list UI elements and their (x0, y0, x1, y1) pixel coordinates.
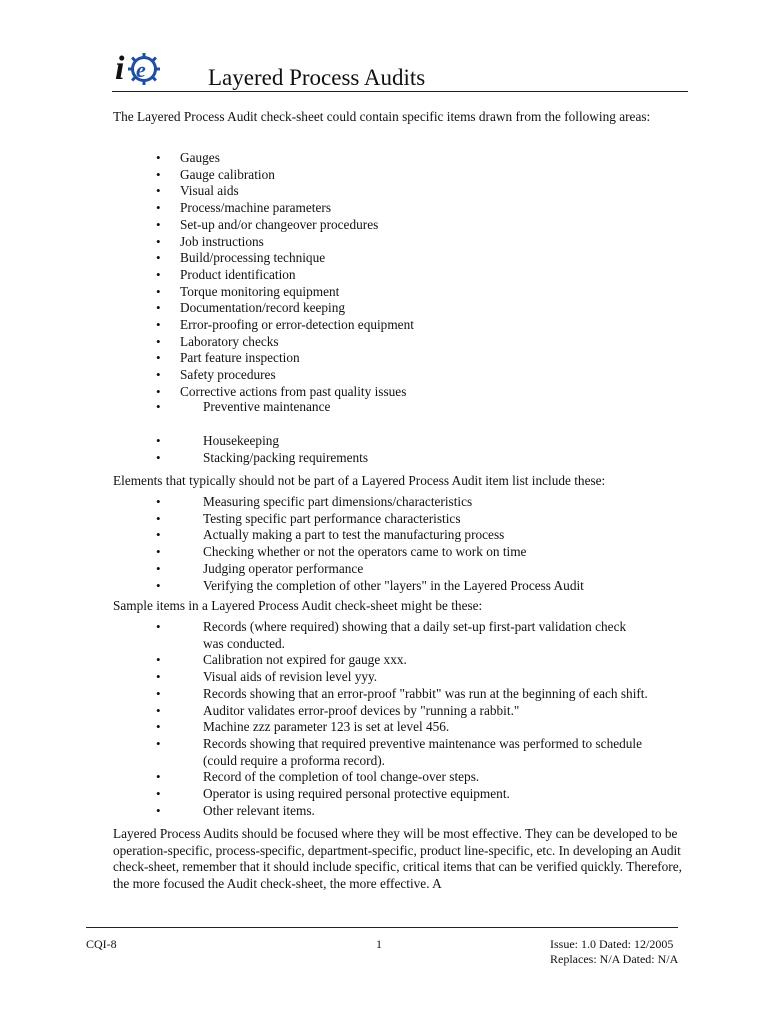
list-item-text: Visual aids (180, 183, 239, 199)
list-item (113, 803, 673, 820)
bullet-icon: • (156, 367, 161, 383)
bullet-icon: • (156, 494, 161, 509)
page-title: Layered Process Audits (208, 65, 426, 90)
list-item-text: Set-up and/or changeover procedures (180, 216, 379, 232)
list-item-text: Build/processing technique (180, 250, 326, 266)
exclusions-heading: Elements that typically should not be part of a Layered Process Audit item list include these: (113, 473, 606, 488)
list-item-text: Records (where required) showing that a daily set-up first-part validation check (203, 619, 627, 634)
bullet-icon: • (156, 786, 161, 802)
list-item (113, 736, 673, 769)
list-item (113, 399, 673, 416)
list-item (113, 167, 673, 184)
list-item (113, 234, 673, 251)
list-item (113, 183, 673, 200)
list-item-text: Corrective actions from past quality issues (180, 383, 407, 399)
list-item-text: Process/machine parameters (180, 200, 332, 216)
bullet-icon: • (156, 577, 161, 593)
bullet-icon: • (156, 449, 161, 465)
svg-text:i: i (115, 50, 125, 87)
list-item (113, 619, 673, 652)
bullet-icon: • (156, 652, 161, 668)
bullet-icon: • (156, 544, 161, 560)
bullet-icon: • (156, 802, 161, 818)
bullet-icon: • (156, 283, 161, 299)
list-item-text: (could require a proforma record). (203, 752, 386, 768)
list-item-text: Job instructions (180, 233, 264, 249)
list-item (113, 250, 673, 267)
list-item (113, 350, 673, 367)
list-item-text: was conducted. (203, 635, 285, 651)
list-item-text: Stacking/packing requirements (203, 449, 369, 465)
list-item-text: Judging operator performance (203, 560, 364, 576)
list-item-text: Gauges (180, 150, 220, 165)
bullet-icon: • (156, 560, 161, 576)
footer-doc-code: CQI-8 (86, 937, 117, 951)
bullet-icon: • (156, 350, 161, 366)
list-item (113, 367, 673, 384)
list-item-text: Torque monitoring equipment (180, 283, 340, 299)
list-item (113, 527, 673, 544)
list-item (113, 284, 673, 301)
list-item (113, 686, 673, 703)
ie-logo (112, 44, 164, 88)
list-item (113, 769, 673, 786)
list-item-text: Laboratory checks (180, 333, 279, 349)
list-item-text: Auditor validates error-proof devices by "running a rabbit." (203, 702, 520, 718)
list-item-text: Product identification (180, 266, 296, 282)
areas-list-continued (113, 399, 673, 416)
list-item (113, 511, 673, 528)
bullet-icon: • (156, 527, 161, 543)
closing-paragraph: Layered Process Audits should be focused where they will be most effective. They can be developed to be operation-specific, process-specific, department-specific, product line-specific, etc. In developing an Audit check-sheet, remember that it should include specific, critical items that can be verified quickly. Therefore, the more focused the Audit check-sheet, the more effective. A (113, 826, 682, 892)
list-item (113, 561, 673, 578)
list-item (113, 334, 673, 351)
bullet-icon: • (156, 702, 161, 718)
list-item (113, 450, 673, 467)
list-item-text: Gauge calibration (180, 166, 275, 182)
footer-issue: Issue: 1.0 Dated: 12/2005 (550, 937, 674, 951)
list-item-text: Testing specific part performance characteristics (203, 510, 461, 526)
list-item-text: Records showing that required preventive maintenance was performed to schedule (203, 735, 643, 751)
intro-paragraph: The Layered Process Audit check-sheet could contain specific items drawn from the following areas: (113, 109, 651, 124)
list-item (113, 200, 673, 217)
list-item-text: Checking whether or not the operators came to work on time (203, 544, 527, 560)
list-item (113, 494, 673, 511)
list-item (113, 786, 673, 803)
list-item-text: Measuring specific part dimensions/characteristics (203, 494, 473, 509)
footer-replaces: Replaces: N/A Dated: N/A (550, 952, 679, 966)
list-item-text: Error-proofing or error-detection equipment (180, 317, 414, 333)
bullet-icon: • (156, 685, 161, 701)
list-item (113, 544, 673, 561)
bullet-icon: • (156, 216, 161, 232)
list-item-text: Visual aids of revision level yyy. (203, 669, 378, 685)
bullet-icon: • (156, 250, 161, 266)
list-item (113, 300, 673, 317)
bullet-icon: • (156, 317, 161, 333)
bullet-icon: • (156, 200, 161, 216)
list-item-text: Actually making a part to test the manufacturing process (203, 527, 505, 543)
list-item-text: Record of the completion of tool change-over steps. (203, 769, 480, 785)
bullet-icon: • (156, 669, 161, 685)
list-item-text: Machine zzz parameter 123 is set at level 456. (203, 719, 450, 735)
footer-divider (86, 927, 678, 928)
list-item-text: Other relevant items. (203, 802, 315, 818)
list-item (113, 703, 673, 720)
bullet-icon: • (156, 735, 161, 751)
bullet-icon: • (156, 166, 161, 182)
footer-page-number: 1 (376, 937, 382, 951)
header-divider (112, 91, 688, 92)
list-item-text: Records showing that an error-proof "rabbit" was run at the beginning of each shift. (203, 685, 648, 701)
exclusions-list (113, 494, 673, 594)
list-item (113, 719, 673, 736)
list-item-text: Documentation/record keeping (180, 300, 346, 316)
list-item-text: Operator is using required personal protective equipment. (203, 786, 510, 802)
bullet-icon: • (156, 150, 161, 165)
samples-heading: Sample items in a Layered Process Audit check-sheet might be these: (113, 598, 483, 613)
svg-text:e: e (136, 57, 146, 82)
list-item-text: Part feature inspection (180, 350, 300, 366)
bullet-icon: • (156, 619, 161, 634)
footer-issue-info (550, 937, 678, 967)
bullet-icon: • (156, 383, 161, 399)
bullet-icon: • (156, 510, 161, 526)
areas-list-continued-2 (113, 433, 673, 466)
bullet-icon: • (156, 233, 161, 249)
bullet-icon: • (156, 300, 161, 316)
list-item (113, 578, 673, 595)
list-item (113, 433, 673, 450)
bullet-icon: • (156, 433, 161, 448)
list-item-text: Housekeeping (203, 433, 280, 448)
bullet-icon: • (156, 399, 161, 414)
list-item-text: Verifying the completion of other "layers" in the Layered Process Audit (203, 577, 584, 593)
list-item (113, 652, 673, 669)
bullet-icon: • (156, 266, 161, 282)
list-item (113, 217, 673, 234)
areas-list (113, 150, 673, 401)
list-item-text: Calibration not expired for gauge xxx. (203, 652, 407, 668)
list-item (113, 267, 673, 284)
bullet-icon: • (156, 333, 161, 349)
list-item (113, 669, 673, 686)
list-item-text: Preventive maintenance (203, 399, 331, 414)
bullet-icon: • (156, 183, 161, 199)
bullet-icon: • (156, 719, 161, 735)
list-item-text: Safety procedures (180, 367, 276, 383)
list-item (113, 150, 673, 167)
list-item (113, 317, 673, 334)
samples-list (113, 619, 673, 819)
bullet-icon: • (156, 769, 161, 785)
